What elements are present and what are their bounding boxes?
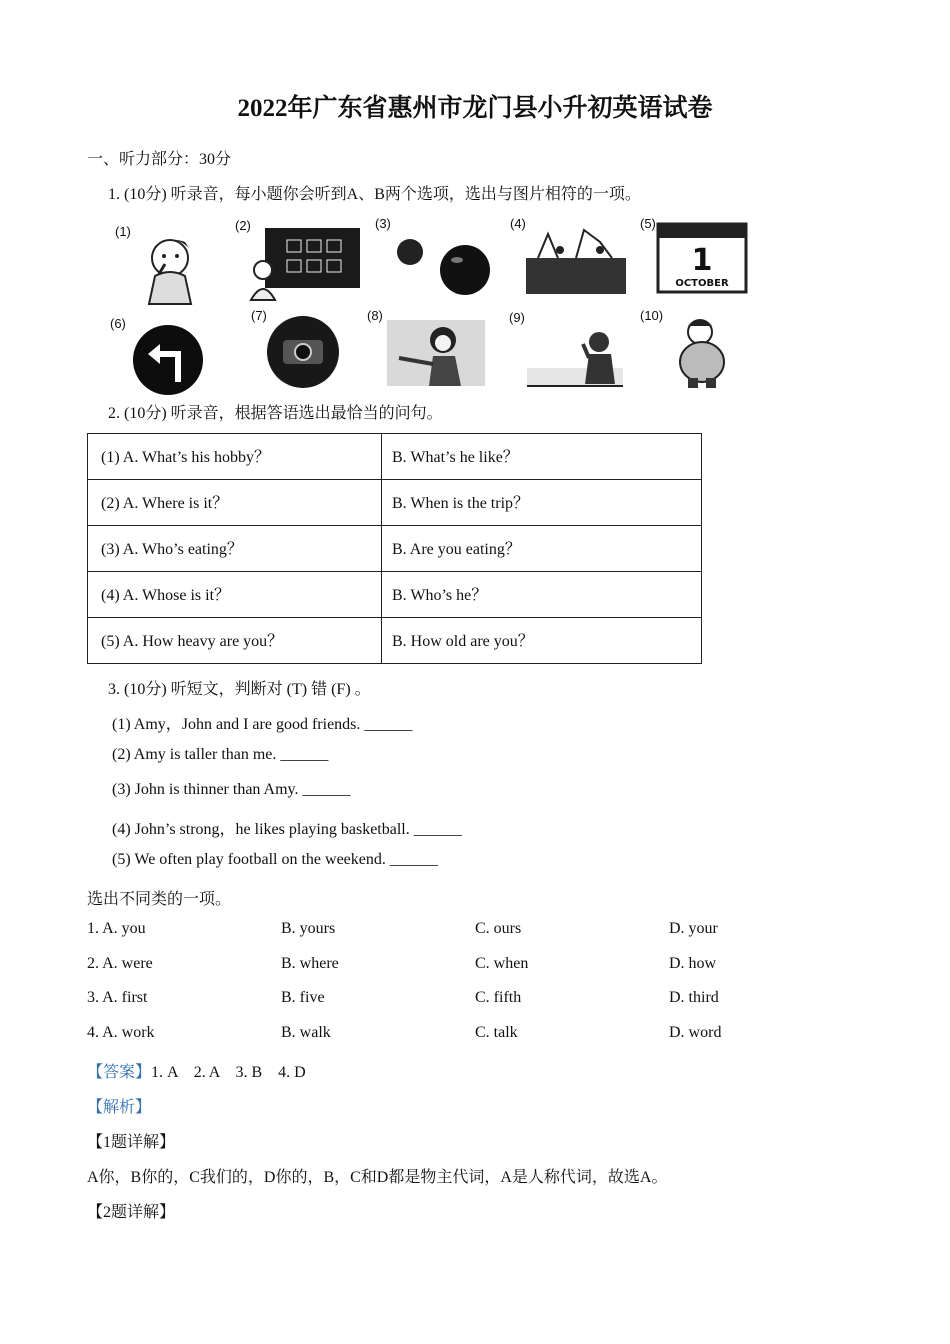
detail-2-label: 【2题详解】 [87, 1204, 176, 1221]
option-a-cell: (2) A. Where is it？ [88, 480, 382, 526]
answer-text: 1. A 2. A 3. B 4. D [151, 1064, 306, 1081]
choice-2c: C. when [475, 955, 529, 972]
answer-line [87, 1059, 306, 1082]
question-2-table [87, 433, 702, 664]
calendar-day: 1 [691, 243, 713, 278]
choice-1c: C. ours [475, 920, 522, 937]
picture-label: (6) [110, 316, 126, 331]
analysis-label: 【解析】 [87, 1099, 152, 1116]
choice-4b: B. walk [281, 1024, 331, 1041]
question-2-heading: 2. (10分) 听录音，根据答语选出最恰当的问句。 [108, 405, 443, 422]
picture-label: (4) [510, 216, 526, 231]
option-b-cell: B. Who’s he？ [382, 572, 702, 618]
option-b-cell: B. When is the trip？ [382, 480, 702, 526]
table-row [88, 572, 702, 618]
choice-3d: D. third [669, 989, 719, 1006]
option-b-cell: B. What’s he like？ [382, 434, 702, 480]
table-row [88, 526, 702, 572]
table-row [88, 480, 702, 526]
table-row [88, 618, 702, 664]
picture-6 [110, 316, 230, 402]
playground-icon [520, 220, 630, 302]
detail-1-text: A你，B你的，C我们的，D你的，B，C和D都是物主代词，A是人称代词，故选A。 [87, 1169, 668, 1186]
fat-boy-icon [650, 312, 740, 390]
choice-4c: C. talk [475, 1024, 518, 1041]
question-3-heading: 3. (10分) 听短文，判断对 (T) 错 (F) 。 [108, 681, 371, 698]
page-title: 2022年广东省惠州市龙门县小升初英语试卷 [237, 95, 713, 122]
choice-3b: B. five [281, 989, 325, 1006]
picture-label: (5) [640, 216, 656, 231]
girl-board-icon [245, 222, 360, 302]
choice-1b: B. yours [281, 920, 336, 937]
option-b-cell: B. How old are you？ [382, 618, 702, 664]
true-false-item: (4) John’s strong，he likes playing basketball. ______ [112, 821, 462, 838]
choice-1a: 1. A. you [87, 920, 146, 937]
man-eating-icon [519, 314, 629, 392]
question-1-heading: 1. (10分) 听录音，每小题你会听到A、B两个选项，选出与图片相符的一项。 [108, 186, 641, 203]
choice-1d: D. your [669, 920, 718, 937]
boy-thinking-icon [125, 228, 215, 306]
section-heading-odd-one-out: 选出不同类的一项。 [87, 891, 232, 908]
picture-8 [367, 308, 487, 394]
choice-4d: D. word [669, 1024, 722, 1041]
picture-1 [115, 224, 235, 310]
picture-label: (7) [251, 308, 267, 323]
picture-9 [509, 310, 629, 396]
calendar-icon [650, 220, 750, 296]
option-a-cell: (5) A. How heavy are you？ [88, 618, 382, 664]
girl-pointing-icon [377, 312, 489, 390]
picture-label: (1) [115, 224, 131, 239]
picture-3 [375, 216, 495, 302]
picture-5 [640, 216, 760, 302]
option-a-cell: (3) A. Who’s eating？ [88, 526, 382, 572]
picture-label: (8) [367, 308, 383, 323]
picture-7 [251, 308, 371, 394]
choice-4a: 4. A. work [87, 1024, 155, 1041]
option-a-cell: (4) A. Whose is it？ [88, 572, 382, 618]
true-false-item: (5) We often play football on the weekend. ______ [112, 851, 438, 868]
camera-person-icon [261, 312, 351, 392]
picture-2 [235, 218, 355, 304]
choice-2a: 2. A. were [87, 955, 153, 972]
picture-label: (10) [640, 308, 664, 323]
true-false-item: (3) John is thinner than Amy. ______ [112, 781, 351, 798]
choice-2d: D. how [669, 955, 717, 972]
choice-3c: C. fifth [475, 989, 522, 1006]
detail-1-label: 【1题详解】 [87, 1134, 176, 1151]
picture-label: (2) [235, 218, 251, 233]
picture-label: (9) [509, 310, 525, 325]
picture-4 [510, 216, 630, 302]
turn-left-sign-icon [120, 320, 210, 396]
choice-2b: B. where [281, 955, 339, 972]
option-a-cell: (1) A. What’s his hobby？ [88, 434, 382, 480]
picture-label: (3) [375, 216, 391, 231]
section-heading-listening: 一、听力部分：30分 [87, 151, 232, 168]
true-false-item: (1) Amy，John and I are good friends. ______ [112, 716, 413, 733]
table-row [88, 434, 702, 480]
picture-grid [105, 212, 755, 390]
picture-10 [640, 308, 760, 394]
option-b-cell: B. Are you eating？ [382, 526, 702, 572]
calendar-month: OCTOBER [675, 278, 729, 289]
balls-icon [385, 220, 495, 302]
choice-3a: 3. A. first [87, 989, 148, 1006]
true-false-item: (2) Amy is taller than me. ______ [112, 746, 329, 763]
answer-label: 【答案】 [87, 1064, 152, 1081]
